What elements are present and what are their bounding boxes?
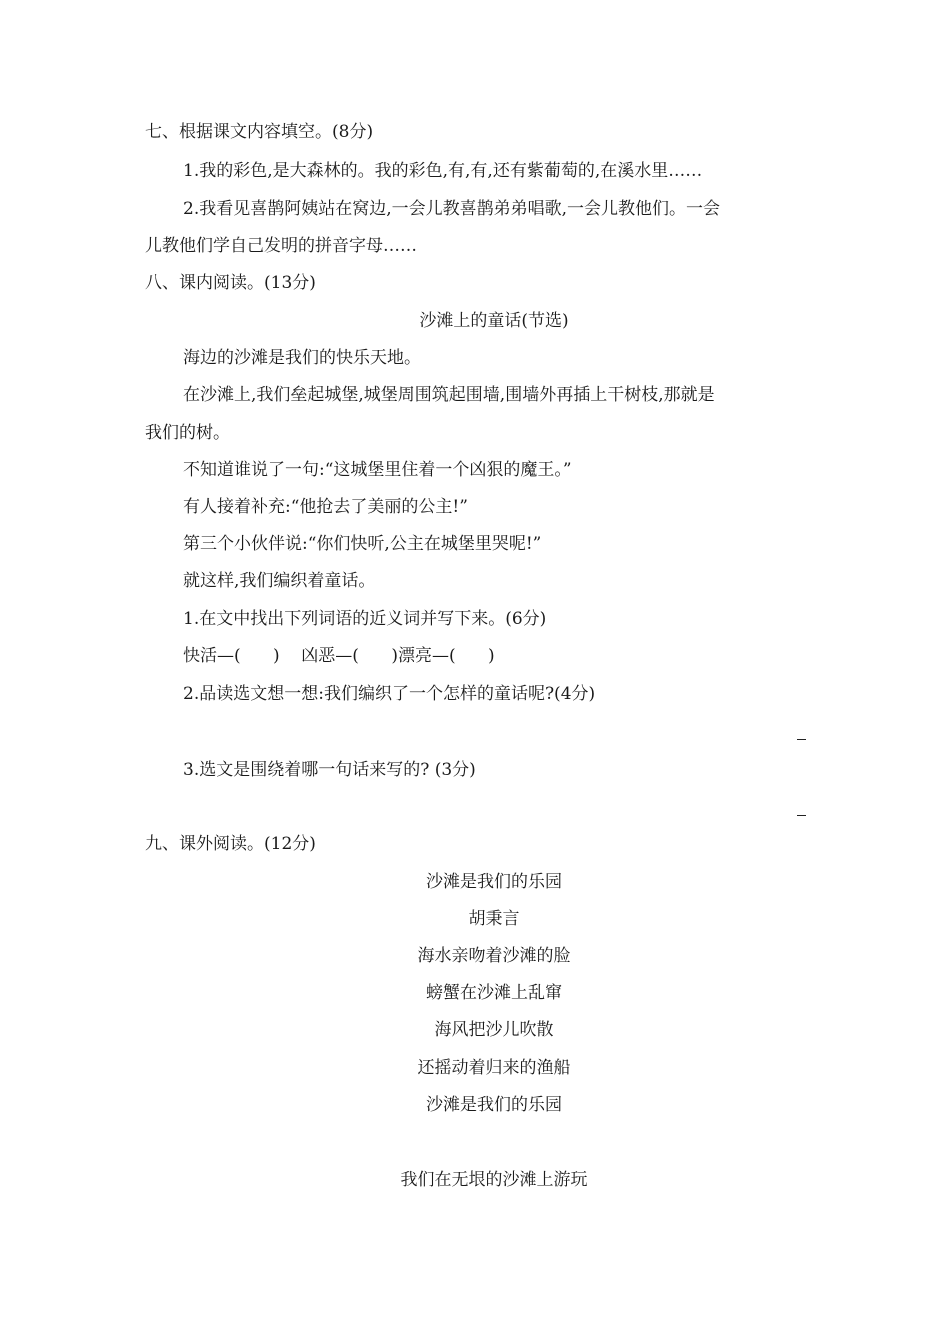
poem-line: 螃蟹在沙滩上乱窜: [426, 983, 562, 1003]
passage-paragraph-continuation: 我们的树。: [145, 423, 230, 443]
passage-paragraph: 不知道谁说了一句:“这城堡里住着一个凶狠的魔王。”: [183, 460, 572, 480]
answer-line[interactable]: [797, 739, 806, 740]
section-9-heading: 九、课外阅读。(12分): [145, 834, 316, 854]
section-8-heading: 八、课内阅读。(13分): [145, 273, 316, 293]
section-7-heading: 七、根据课文内容填空。(8分): [145, 122, 374, 142]
section-8-question-1: 1.在文中找出下列词语的近义词并写下来。(6分): [183, 609, 547, 629]
passage-paragraph: 海边的沙滩是我们的快乐天地。: [183, 348, 421, 368]
poem-line: 沙滩是我们的乐园: [426, 1095, 562, 1115]
section-7-question-1: 1.我的彩色,是大森林的。我的彩色,有,有,还有紫葡萄的,在溪水里……: [183, 161, 703, 181]
passage-paragraph: 在沙滩上,我们垒起城堡,城堡周围筑起围墙,围墙外再插上干树枝,那就是: [183, 385, 715, 405]
section-8-question-3: 3.选文是围绕着哪一句话来写的? (3分): [183, 760, 476, 780]
passage-paragraph: 有人接着补充:“他抢去了美丽的公主!”: [183, 497, 468, 517]
section-8-question-2: 2.品读选文想一想:我们编织了一个怎样的童话呢?(4分): [183, 684, 596, 704]
poem-line: 海水亲吻着沙滩的脸: [417, 946, 571, 966]
poem-author: 胡秉言: [468, 909, 520, 929]
answer-line[interactable]: [797, 815, 806, 816]
section-7-question-2-line-1: 2.我看见喜鹊阿姨站在窝边,一会儿教喜鹊弟弟唱歌,一会儿教他们。一会: [183, 199, 721, 219]
passage-paragraph: 就这样,我们编织着童话。: [183, 571, 376, 591]
passage-title: 沙滩上的童话(节选): [419, 311, 569, 331]
synonym-blanks[interactable]: 快活—( ) 凶恶—( )漂亮—( ): [183, 646, 495, 666]
poem-line: 还摇动着归来的渔船: [417, 1058, 571, 1078]
poem-line: 海风把沙儿吹散: [434, 1020, 554, 1040]
section-7-question-2-line-2: 儿教他们学自己发明的拼音字母……: [145, 236, 417, 256]
poem-title: 沙滩是我们的乐园: [426, 872, 562, 892]
passage-paragraph: 第三个小伙伴说:“你们快听,公主在城堡里哭呢!”: [183, 534, 542, 554]
poem-line: 我们在无垠的沙滩上游玩: [400, 1170, 588, 1190]
